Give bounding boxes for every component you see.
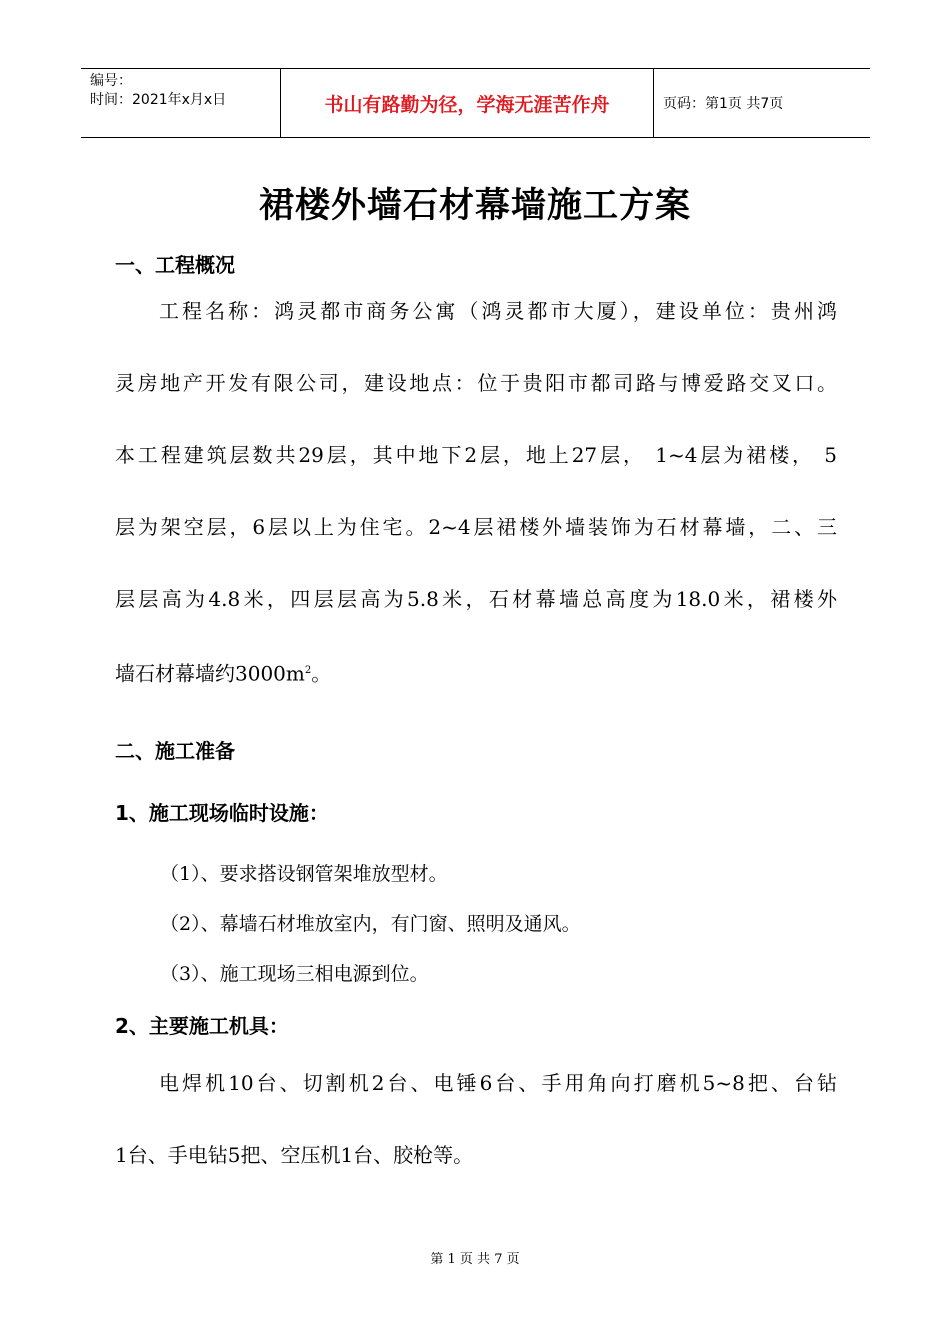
paragraph-line: 层层高为4.8米，四层层高为5.8米，石材幕墙总高度为18.0米，裙楼外 (115, 587, 837, 611)
overview-paragraph (115, 298, 837, 730)
list-item: （2）、幕墙石材堆放室内，有门窗、照明及通风。 (160, 913, 581, 935)
section-heading-preparation: 二、施工准备 (115, 739, 235, 763)
header-date: 时间：2021年x月x日 (90, 92, 227, 108)
list-item: （1）、要求搭设钢管架堆放型材。 (160, 863, 448, 885)
paragraph-text: 。 (311, 661, 332, 686)
paragraph-line: 灵房地产开发有限公司，建设地点：位于贵阳市都司路与博爱路交叉口。 (115, 371, 837, 395)
section-heading-overview: 一、工程概况 (115, 253, 235, 277)
paragraph-line: 本工程建筑层数共29层，其中地下2层，地上27层， 1~4层为裙楼， 5 (115, 443, 837, 467)
list-item: （3）、施工现场三相电源到位。 (160, 963, 429, 985)
equipment-paragraph (115, 1070, 837, 1214)
paragraph-line-last (115, 658, 837, 730)
header-meta (81, 69, 281, 137)
header-page-number: 页码：第1页 共7页 (663, 96, 784, 112)
paragraph-line: 层为架空层，6层以上为住宅。2~4层裙楼外墙装饰为石材幕墙，二、三 (115, 515, 837, 539)
page-footer: 第 1 页 共 7 页 (430, 1252, 520, 1267)
header-motto-cell (281, 69, 654, 137)
subsection-heading-facilities: 1、施工现场临时设施： (115, 801, 329, 825)
paragraph-line: 工程名称：鸿灵都市商务公寓（鸿灵都市大厦），建设单位：贵州鸿 (159, 299, 837, 323)
page-header (81, 68, 870, 138)
document-title: 裙楼外墙石材幕墙施工方案 (258, 186, 691, 226)
paragraph-line: 电焊机10台、切割机2台、电锤6台、手用角向打磨机5~8把、台钻 (159, 1071, 837, 1095)
paragraph-line: 1台、手电钻5把、空压机1台、胶枪等。 (115, 1143, 474, 1167)
subsection-heading-equipment: 2、主要施工机具： (115, 1014, 289, 1038)
header-motto: 书山有路勤为径，学海无涯苦作舟 (324, 93, 610, 116)
superscript-exponent: 2 (304, 665, 312, 676)
paragraph-text: 墙石材幕墙约3000m (115, 661, 305, 686)
header-number: 编号： (90, 73, 132, 89)
